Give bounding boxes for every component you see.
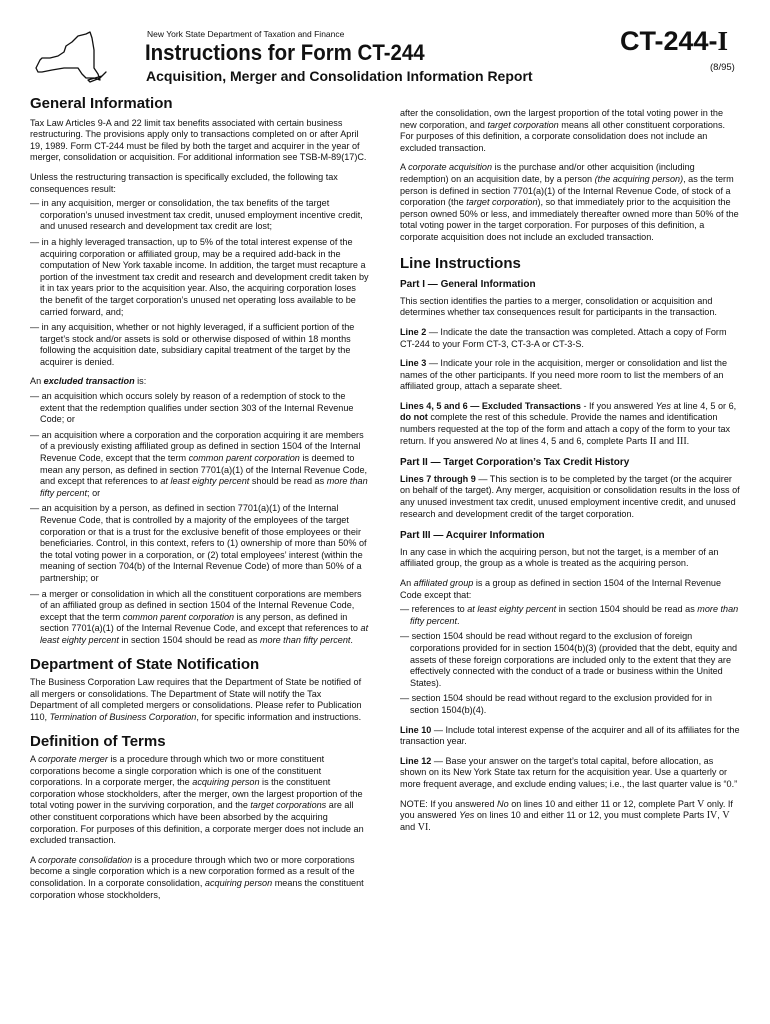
affiliated-item-exclusion: — section 1504 should be read without regard to the exclusion provided for in section 1504(b)(4). <box>400 693 712 715</box>
agency-name: New York State Department of Taxation and Finance <box>147 29 345 39</box>
part-1-heading: Part I — General Information <box>400 279 536 291</box>
form-revision: (8/95) <box>710 62 735 73</box>
general-information-heading: General Information <box>30 95 173 112</box>
excluded-transaction-lead: An excluded transaction is: <box>30 376 147 387</box>
form-number <box>620 26 728 57</box>
definitions-heading: Definition of Terms <box>30 732 166 750</box>
right-column <box>400 108 740 841</box>
line-2-instruction: Line 2 — Indicate the date the transaction was completed. Attach a copy of Form CT-244 to your Form CT-3, CT-3-A or CT-3-S. <box>400 326 727 349</box>
consequence-item: — in any acquisition, whether or not highly leveraged, if a sufficient portion of the target’s stock and/or assets is sold or otherwise disposed of within 18 months following the acquisition date, subsidiary capital treatment of the target by the acquirer is denied. <box>30 322 355 367</box>
lines-4-6-instruction: Lines 4, 5 and 6 — Excluded Transactions - If you answered Yes at line 4, 5 or 6, do not complete the rest of this schedule. Provide the names and identification numbers requested at the top of the form and attach a copy of the form to your tax return. If you answered No at lines 4, 5 and 6, complete Parts II and III. <box>400 400 737 447</box>
excluded-item-redemption: — an acquisition which occurs solely by reason of a redemption of stock to the extent that the redemption qualifies under section 303 of the Internal Revenue Code; or <box>30 391 354 425</box>
corporate-acquisition-definition: A corporate acquisition is the purchase and/or other acquisition (including redemption) on an acquisition date, by a person (the acquiring person), as the term person is defined in section 7701(a)(1) of the Internal Revenue Code, of stock of a corporation (the target corporation), so that immediately prior to the acquisition the person owned 50% or less, and immediately thereafter owned more than 50% of the total voting power in the target corporation. For purposes of this definition, a corporate acquisition does not include an excluded transaction. <box>400 162 739 242</box>
part-3-heading: Part III — Acquirer Information <box>400 530 545 542</box>
page-title: Instructions for Form CT-244 <box>145 40 425 65</box>
part-2-heading: Part II — Target Corporation’s Tax Credit History <box>400 457 630 469</box>
dos-heading: Department of State Notification <box>30 655 260 673</box>
part-3-text: In any case in which the acquiring person, but not the target, is a member of an affiliated group, the group as a whole is treated as the acquiring person. <box>400 546 719 569</box>
ny-state-logo <box>28 28 108 86</box>
dos-text: The Business Corporation Law requires that the Department of State be notified of all mergers or consolidations. The Department of State will notify the Tax Department of all completed mergers or consolidations. Please refer to Publication 110, Termination of Business Corporation, for specific information and instructions. <box>30 677 362 722</box>
note-text: NOTE: If you answered No on lines 10 and either 11 or 12, complete Part V only. If you answered Yes on lines 10 and either 11 or 12, you must complete Parts IV, V and VI. <box>400 798 733 833</box>
affiliated-item-percent: — references to at least eighty percent in section 1504 should be read as more than fifty percent. <box>400 604 739 626</box>
line-instructions-heading: Line Instructions <box>400 254 521 272</box>
line-10-instruction: Line 10 — Include total interest expense of the acquirer and all of its affiliates for the transaction year. <box>400 724 740 747</box>
consequence-item: — in a highly leveraged transaction, up to 5% of the total interest expense of the acquiring corporation or affiliated group, may be a required add-back in the computation of New York taxable income. In addition, the target must recapture a portion of the investment tax credit and research and development credit taken by it in tax years prior to the acquisition year. Also, the acquiring corporation loses the benefit of the target corporation’s unused net operating loss available to be carried forward, and; <box>30 236 369 317</box>
form-number-suffix: I <box>717 26 729 56</box>
new-york-state-outline-icon <box>28 28 108 86</box>
affiliated-group-definition: An affiliated group is a group as defined in section 1504 of the Internal Revenue Code except that: <box>400 578 722 600</box>
line-3-instruction: Line 3 — Indicate your role in the acquisition, merger or consolidation and list the names of the other participants. If you need more room to list the members of an affiliated group, attach a separate sheet. <box>400 358 728 392</box>
affiliated-item-foreign: — section 1504 should be read without regard to the exclusion of foreign corporations provided for in section 1504(b)(3) (provided that the debt, equity and assets of these foreign corporations are included only to the extent that they are effectively connected with the conduct of a trade or business within the United States). <box>400 631 738 688</box>
part-1-text: This section identifies the parties to a merger, consolidation or acquisition and determines whether tax consequences result for participants in the transaction. <box>400 295 717 318</box>
corporate-merger-definition: A corporate merger is a procedure through which two or more constituent corporations become a single corporation which is one of the constituent corporations. In a corporate merger, the acquiring person is the constituent corporation whose stockholders, after the merger, own the largest proportion of the total voting power in the surviving corporation, and the target corporations are all other constituent corporations which have been absorbed by the acquiring corporation. For purposes of this definition, a corporate merger does not include an excluded transaction. <box>30 754 364 846</box>
excluded-item-merger: — a merger or consolidation in which all the constituent corporations are members of an affiliated group as defined in section 1504 of the Internal Revenue Code, except that the term common parent corporation is any person, as defined in section 7701(a)(1) of the Internal Revenue Code, and except that references to at least eighty percent in section 1504 should be read as more than fifty percent. <box>30 588 369 645</box>
corporate-consolidation-definition: A corporate consolidation is a procedure through which two or more corporations become a single corporation which is a new corporation formed as a result of the consolidation. In a corporate consolidation, acquiring person means the constituent corporation whose stockholders, <box>30 854 364 900</box>
form-number-text: CT-244- <box>620 26 718 56</box>
corporate-consolidation-continued: after the consolidation, own the largest proportion of the total voting power in the new corporation, and target corporation means all other constituent corporations. For purposes of this definition, a corporate consolidation does not include an excluded transaction. <box>400 108 726 153</box>
left-column <box>30 95 370 909</box>
excluded-item-affiliated: — an acquisition where a corporation and the corporation acquiring it are members of a previously existing affiliated group as defined in section 1504 of the Internal Revenue Code, except that the term common parent corporation is deemed to mean any person, as defined in section 7701(a)(1) of the Internal Revenue Code, and except that references to at least eighty percent should be read as more than fifty percent; or <box>30 429 368 498</box>
general-information-intro: Tax Law Articles 9-A and 22 limit tax benefits associated with certain business restructuring. The provisions apply only to transactions completed on or after April 19, 1989. Form CT-244 must be filed by both the target and acquirer in the year of merger, consolidation or acquisition. For additional information see TSB-M-89(17)C. <box>30 117 367 163</box>
general-information-unless: Unless the restructuring transaction is specifically excluded, the following tax consequences result: <box>30 171 338 194</box>
consequence-item: — in any acquisition, merger or consolidation, the tax benefits of the target corporation’s unused investment tax credit, unused employment incentive credit, and unused research and development tax credit are lost; <box>30 198 363 232</box>
page-subtitle: Acquisition, Merger and Consolidation Information Report <box>146 68 533 84</box>
excluded-item-employees: — an acquisition by a person, as defined in section 7701(a)(1) of the Internal Revenue Code, that is controlled by a majority of the employees of the target corporation or that is a trust for the exclusive benefit of those employees or their beneficiaries. Control, in this context, refers to (1) ownership of more than 50% of the total voting power in a corporation, or (2) total employees’ interest (within the meaning of section 704(b) of the Internal Revenue Code) of more than 50% of a partnership; or <box>30 503 367 583</box>
lines-7-9-instruction: Lines 7 through 9 — This section is to be completed by the target (or the acquirer on behalf of the target). Any merger, acquisition or consolidation results in the loss of any unused investment tax credit, unused employment incentive credit, and unused research and development credit of the target corporation. <box>400 473 740 519</box>
line-12-instruction: Line 12 — Base your answer on the target’s total capital, before allocation, as shown on its New York State tax return for the acquisition year. Use a quarterly or more frequent average, and exclude ending values; i.e., the last quarter value is “0.” <box>400 755 738 789</box>
